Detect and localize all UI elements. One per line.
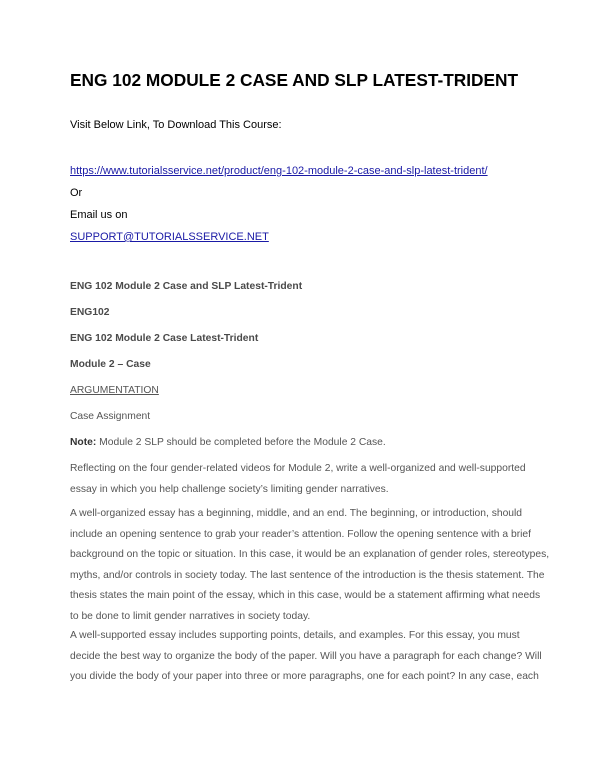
note-label: Note: [70, 437, 97, 448]
visit-instruction: Visit Below Link, To Download This Course: [70, 119, 282, 131]
note-text: Module 2 SLP should be completed before the Module 2 Case. [96, 437, 386, 448]
product-link[interactable]: https://www.tutorialsservice.net/product/eng-102-module-2-case-and-slp-latest-trident/ [70, 165, 488, 177]
paragraph-line: background on the topic or situation. In this case, it would be an explanation of gender roles, stereotypes, [70, 549, 550, 560]
note-line [70, 437, 386, 448]
heading-module-case: Module 2 – Case [70, 359, 151, 370]
paragraph-line: you divide the body of your paper into three or more paragraphs, one for each point? In any case, each [70, 671, 539, 682]
email-label: Email us on [70, 209, 128, 221]
paragraph-reflection [70, 459, 540, 500]
paragraph-line: to be done to limit gender narratives in society today. [70, 610, 311, 622]
paragraph-line: myths, and/or controls in society today. The last sentence of the introduction is the thesis statement. The [70, 569, 545, 581]
heading-case-and-slp: ENG 102 Module 2 Case and SLP Latest-Trident [70, 281, 303, 292]
paragraph-line: thesis states the main point of the essay, which in this case, would be a statement affirming what needs [70, 590, 541, 601]
paragraph-line: Reflecting on the four gender-related videos for Module 2, write a well-organized and well-supported [70, 463, 526, 474]
email-link[interactable]: SUPPORT@TUTORIALSSERVICE.NET [70, 231, 269, 243]
heading-course-code: ENG102 [70, 307, 110, 318]
paragraph-line: decide the best way to organize the body of the paper. Will you have a paragraph for each change? Will [70, 650, 542, 662]
paragraph-well-organized [70, 504, 550, 627]
paragraph-line: A well-organized essay has a beginning, middle, and an end. The beginning, or introduction, should [70, 508, 523, 519]
paragraph-line: A well-supported essay includes supporting points, details, and examples. For this essay, you must [70, 630, 520, 641]
paragraph-line: include an opening sentence to grab your reader’s attention. Follow the opening sentence with a brief [70, 528, 531, 540]
paragraph-well-supported [70, 626, 540, 688]
case-assignment-label: Case Assignment [70, 411, 151, 422]
or-text: Or [70, 187, 83, 199]
section-argumentation: ARGUMENTATION [70, 385, 159, 396]
heading-case: ENG 102 Module 2 Case Latest-Trident [70, 333, 259, 344]
paragraph-line: essay in which you help challenge society’s limiting gender narratives. [70, 483, 389, 495]
document-title: ENG 102 MODULE 2 CASE AND SLP LATEST-TRIDENT [70, 70, 519, 90]
